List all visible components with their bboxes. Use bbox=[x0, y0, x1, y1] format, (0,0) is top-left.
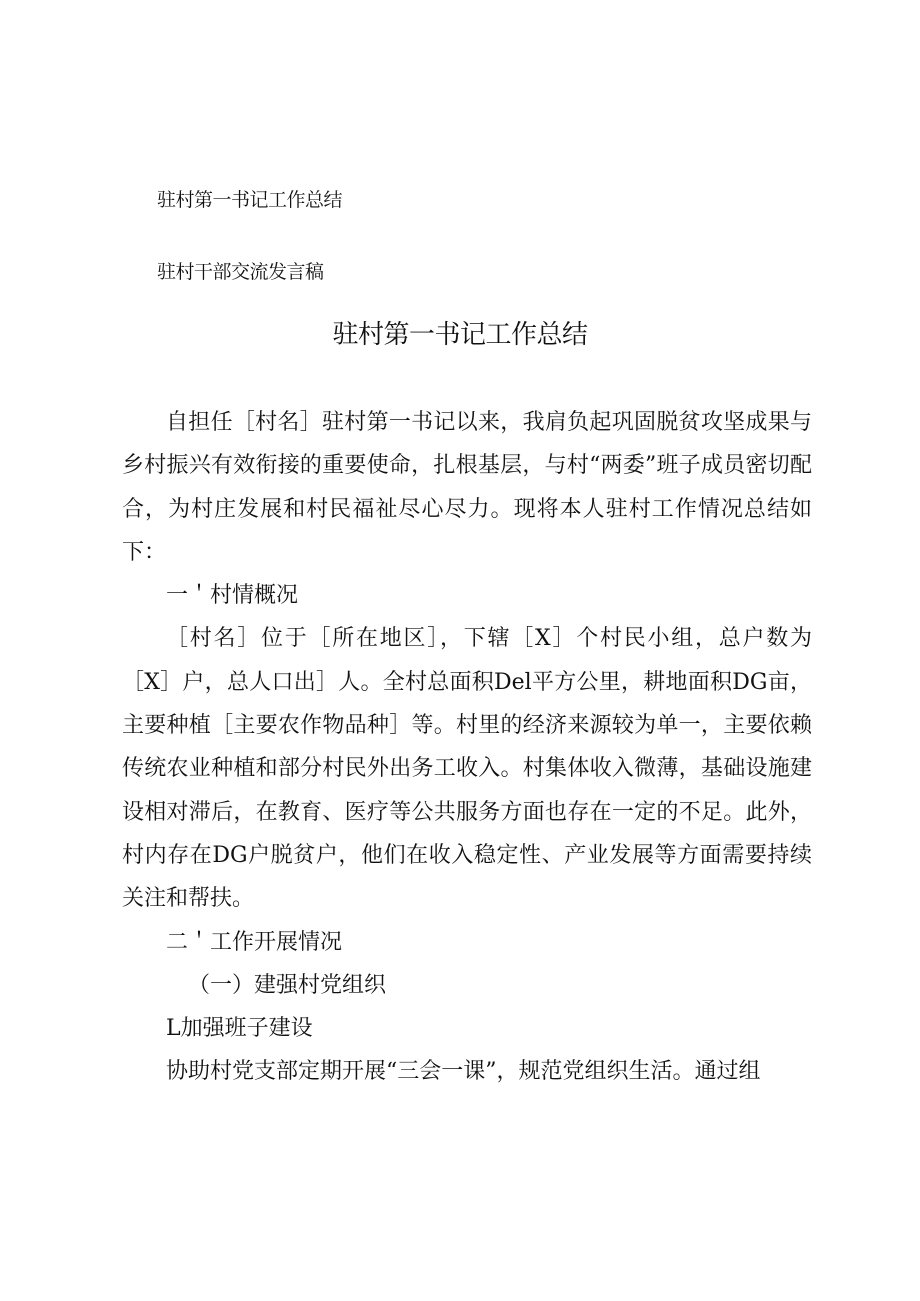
item-heading-team-building: L加强班子建设 bbox=[166, 1016, 313, 1042]
village-overview-paragraph: ［村名］位于［所在地区］，下辖［X］个村民小组，总户数为［X］户，总人口出］人。全村总面积Del平方公里，耕地面积DG亩，主要种植［主要农作物品种］等。村里的经济来源较为单一，主要依赖传统农业种植和部分村民外出务工收入。村集体收入微薄，基础设施建设相对滞后，在教育、医疗等公共服务方面也存在一定的不足。此外，村内存在DG户脱贫户，他们在收入稳定性、产业发展等方面需要持续关注和帮扶。 bbox=[122, 626, 812, 912]
section-heading-village-overview: 一＇村情概况 bbox=[166, 583, 299, 609]
intro-paragraph: 自担任［村名］驻村第一书记以来，我肩负起巩固脱贫攻坚成果与乡村振兴有效衔接的重要使命，扎根基层，与村“两委”班子成员密切配合，为村庄发展和村民福祉尽心尽力。现将本人驻村工作情况总结如下： bbox=[122, 410, 812, 565]
section-heading-work-progress: 二＇工作开展情况 bbox=[166, 929, 343, 955]
subsection-heading-party-organization: （一）建强村党组织 bbox=[188, 972, 387, 998]
team-building-paragraph: 协助村党支部定期开展“三会一课”，规范党组织生活。通过组 bbox=[166, 1059, 761, 1085]
document-title: 驻村第一书记工作总结 bbox=[332, 320, 588, 350]
toc-link-exchange-speech[interactable]: 驻村干部交流发言稿 bbox=[157, 261, 324, 283]
toc-link-work-summary[interactable]: 驻村第一书记工作总结 bbox=[157, 189, 343, 211]
document-body bbox=[122, 401, 812, 1094]
